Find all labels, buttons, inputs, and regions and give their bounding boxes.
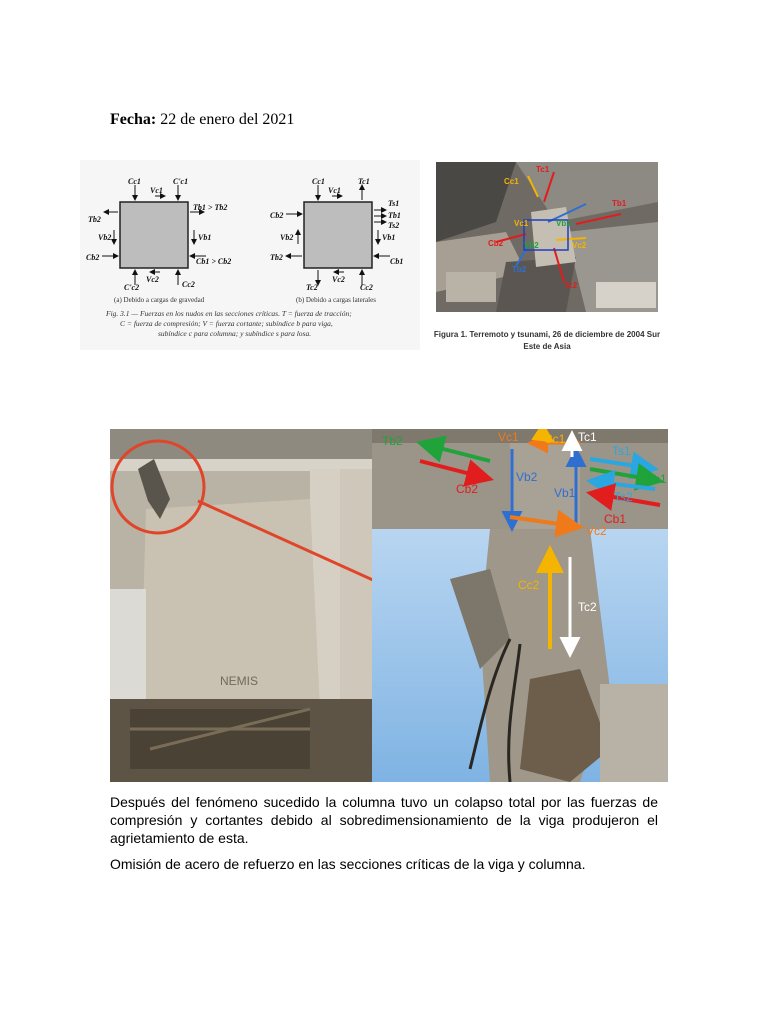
label-a-cb2: Cb2: [86, 253, 100, 262]
caption-line-2: C = fuerza de compresión; V = fuerza cortante; subíndice b para viga,: [120, 319, 333, 328]
label-b-cb1: Cb1: [390, 257, 404, 266]
label-b-cc1: Cc1: [312, 177, 325, 186]
figure-1-caption: Figura 1. Terremoto y tsunami, 26 de diciembre de 2004 Sur Este de Asia: [433, 330, 661, 351]
caption-line-1: Fig. 3.1 — Fuerzas en los nudos en las secciones críticas. T = fuerza de tracción;: [106, 309, 352, 318]
photo-sm-vc1: Vc1: [514, 219, 529, 228]
label-b-vb2: Vb2: [280, 233, 294, 242]
date-value: 22 de enero del 2021: [156, 111, 295, 128]
photo-lbl-cb1: Cb1: [604, 512, 627, 526]
label-b-vb1: Vb1: [382, 233, 396, 242]
photo-lbl-cc1: Cc1: [544, 432, 566, 446]
photo-sm-tc2: Tc2: [564, 281, 578, 290]
label-a-cb1gt: Cb1 > Cb2: [196, 257, 232, 266]
photo-sm-vb2: Vb2: [524, 241, 539, 250]
diagram-a-gravity: [86, 177, 231, 304]
diagram-b-lateral: [270, 177, 403, 304]
joint-block-a: [120, 202, 188, 268]
label-a-vc1: Vc1: [150, 186, 163, 195]
joint-forces-diagram: [80, 160, 420, 350]
photo-sm-tb1: Tb1: [612, 199, 627, 208]
label-b-cb2: Cb2: [270, 211, 284, 220]
label-a-cc2: Cc2: [182, 280, 195, 289]
label-a-cc1: Cc1: [128, 177, 141, 186]
photo-sm-cc1: Cc1: [504, 177, 519, 186]
label-b-ts1: Ts1: [388, 199, 400, 208]
photo-sm-vb1: Vb1: [556, 219, 571, 228]
label-a-cc1p: C'c1: [173, 177, 189, 186]
caption-b: (b) Debido a cargas laterales: [296, 296, 376, 304]
column-collapse-photo: [110, 429, 668, 782]
label-a-vb2: Vb2: [98, 233, 112, 242]
photo-lbl-ts1: Ts1: [612, 444, 631, 458]
photo-sm-cb2: Cb2: [488, 239, 504, 248]
label-a-vc2: Vc2: [146, 275, 159, 284]
date-line: [110, 111, 294, 129]
photo-lbl-tb1: Tb1: [646, 472, 667, 486]
photo-sm-tc1: Tc1: [536, 165, 550, 174]
label-a-cc2p: C'c2: [124, 283, 140, 292]
date-label: Fecha:: [110, 111, 157, 128]
label-a-tb2: Tb2: [88, 215, 101, 224]
photo-lbl-vc1: Vc1: [498, 430, 519, 444]
photo-lbl-vb1: Vb1: [554, 486, 576, 500]
label-b-vc2: Vc2: [332, 275, 345, 284]
photo-sm-tb2: Tb2: [512, 265, 527, 274]
label-b-vc1: Vc1: [328, 186, 341, 195]
photo-lbl-ts2: Ts2: [614, 490, 633, 504]
label-a-tb1gt: Tb1 > Tb2: [193, 203, 228, 212]
label-b-tc1: Tc1: [358, 177, 370, 186]
photo-lbl-vc2: Vc2: [586, 524, 607, 538]
column-collapse-image: [110, 429, 668, 782]
label-b-cc2: Cc2: [360, 283, 373, 292]
photo-lbl-tc2: Tc2: [578, 600, 597, 614]
label-b-tb2: Tb2: [270, 253, 283, 262]
photo-sm-vc2: Vc2: [572, 241, 587, 250]
photo-lbl-vb2: Vb2: [516, 470, 538, 484]
photo-lbl-cb2: Cb2: [456, 482, 479, 496]
paragraph-1: Después del fenómeno sucedido la columna tuvo un colapso total por las fuerzas de compresión y cortantes debido al sobredimensionamiento de la viga produjeron el agrietamiento de esta.: [110, 794, 658, 846]
paragraph-2: Omisión de acero de refuerzo en las secciones críticas de la viga y columna.: [110, 856, 586, 872]
joint-forces-figure: [80, 160, 420, 350]
label-a-vb1: Vb1: [198, 233, 212, 242]
photo-lbl-tc1: Tc1: [578, 430, 597, 444]
photo-lbl-cc2: Cc2: [518, 578, 540, 592]
photo-lbl-tb2: Tb2: [382, 434, 403, 448]
earthquake-photo: [436, 162, 658, 312]
label-b-tc2: Tc2: [306, 283, 318, 292]
label-b-tb1: Tb1: [388, 211, 401, 220]
caption-line-3: subíndice c para columna; y subíndice s para losa.: [158, 329, 312, 338]
joint-block-b: [304, 202, 372, 268]
caption-a: (a) Debido a cargas de gravedad: [114, 296, 205, 304]
earthquake-figure: [432, 158, 662, 380]
wall-text-nemis: NEMIS: [220, 674, 259, 688]
label-b-ts2: Ts2: [388, 221, 400, 230]
